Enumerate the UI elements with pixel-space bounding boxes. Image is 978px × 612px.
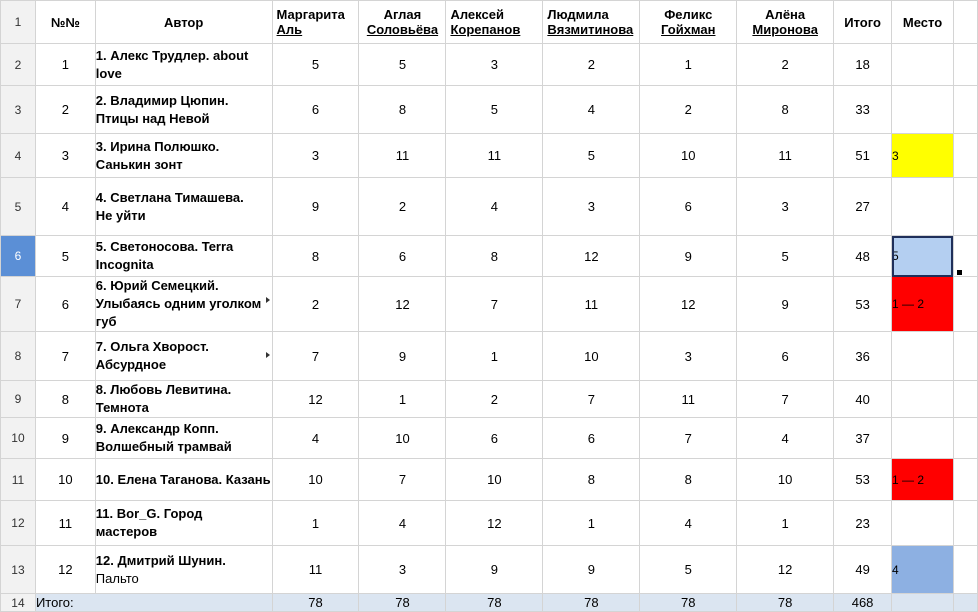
cell-score[interactable]: 1 — [446, 332, 543, 381]
cell-score[interactable]: 6 — [640, 178, 737, 236]
table-row — [1, 381, 978, 418]
author-line: 2. Владимир Цюпин. — [95, 92, 229, 108]
cell-author[interactable] — [95, 459, 272, 501]
empty-cell[interactable] — [953, 44, 977, 86]
author-line: 6. Юрий Семецкий. — [95, 278, 219, 293]
table-row — [1, 459, 978, 501]
cell-score[interactable]: 9 — [272, 178, 359, 236]
column-header-judge — [446, 1, 543, 44]
author-line: Санькин зонт — [95, 156, 183, 172]
cell-place[interactable]: 3 — [892, 134, 954, 178]
cell-num[interactable]: 7 — [35, 332, 95, 381]
cell-score[interactable]: 3 — [446, 44, 543, 86]
cell-score[interactable]: 9 — [543, 546, 640, 594]
empty-cell[interactable] — [953, 178, 977, 236]
author-line: 5. Светоносова. Terra — [95, 239, 234, 254]
cell-num[interactable]: 2 — [35, 86, 95, 134]
cell-author[interactable] — [95, 418, 272, 459]
cell-score[interactable]: 11 — [272, 546, 359, 594]
author-line: 7. Ольга Хворост. — [95, 339, 209, 354]
cell-num[interactable]: 12 — [35, 546, 95, 594]
cell-score[interactable]: 12 — [359, 277, 446, 332]
cell-num[interactable]: 4 — [35, 178, 95, 236]
cell-score[interactable]: 10 — [640, 134, 737, 178]
judge-name-line: Соловьёва — [366, 22, 439, 37]
empty-cell[interactable] — [953, 546, 977, 594]
cell-place[interactable] — [892, 178, 954, 236]
row-header[interactable]: 12 — [1, 501, 36, 546]
row-header[interactable]: 2 — [1, 44, 36, 86]
row-header[interactable]: 9 — [1, 381, 36, 418]
cell-place[interactable]: 1 — 2 — [892, 277, 954, 332]
fill-handle[interactable] — [957, 270, 962, 275]
judge-name-line: Аглая — [383, 7, 422, 22]
cell-author[interactable] — [95, 277, 272, 332]
cell-score[interactable]: 7 — [359, 459, 446, 501]
cell-num[interactable]: 8 — [35, 381, 95, 418]
cell-score[interactable]: 5 — [543, 134, 640, 178]
author-line: губ — [95, 314, 117, 329]
row-header[interactable]: 14 — [1, 594, 36, 612]
cell-score[interactable]: 2 — [359, 178, 446, 236]
table-row — [1, 236, 978, 277]
table-row — [1, 44, 978, 86]
cell-score[interactable]: 2 — [640, 86, 737, 134]
cell-score[interactable]: 1 — [272, 501, 359, 546]
author-line: 4. Светлана Тимашева. — [95, 189, 244, 205]
cell-score[interactable]: 1 — [359, 381, 446, 418]
totals-score[interactable]: 78 — [272, 594, 359, 612]
cell-author[interactable] — [95, 501, 272, 546]
cell-score[interactable]: 2 — [272, 277, 359, 332]
cell-score[interactable]: 2 — [737, 44, 834, 86]
cell-score[interactable]: 1 — [543, 501, 640, 546]
column-header-total: Итого — [834, 1, 892, 44]
row-header[interactable]: 13 — [1, 546, 36, 594]
column-header-judge — [272, 1, 359, 44]
cell-total[interactable]: 53 — [834, 277, 892, 332]
totals-score[interactable]: 78 — [543, 594, 640, 612]
totals-label[interactable]: Итого: — [35, 594, 272, 612]
cell-total[interactable]: 18 — [834, 44, 892, 86]
empty-cell[interactable] — [953, 332, 977, 381]
author-line: 8. Любовь Левитина. — [95, 382, 232, 397]
cell-score[interactable]: 10 — [737, 459, 834, 501]
cell-author[interactable] — [95, 134, 272, 178]
judge-name-line: Корепанов — [450, 22, 521, 37]
column-header-judge — [543, 1, 640, 44]
cell-score[interactable]: 2 — [543, 44, 640, 86]
cell-score[interactable]: 5 — [737, 236, 834, 277]
author-line: 9. Александр Копп. — [95, 421, 219, 436]
cell-score[interactable]: 10 — [272, 459, 359, 501]
cell-score[interactable]: 7 — [543, 381, 640, 418]
cell-author[interactable] — [95, 546, 272, 594]
cell-score[interactable]: 3 — [640, 332, 737, 381]
row-header[interactable]: 10 — [1, 418, 36, 459]
table-row — [1, 546, 978, 594]
cell-score[interactable]: 8 — [272, 236, 359, 277]
cell-place[interactable] — [892, 332, 954, 381]
judge-name-line: Людмила — [547, 7, 609, 22]
judge-name-line: Алексей — [450, 7, 504, 22]
totals-score[interactable]: 78 — [359, 594, 446, 612]
column-header-place: Место — [892, 1, 954, 44]
row-header[interactable]: 6 — [1, 236, 36, 277]
cell-score[interactable]: 6 — [737, 332, 834, 381]
column-header-num: №№ — [35, 1, 95, 44]
cell-place[interactable] — [892, 44, 954, 86]
empty-cell[interactable] — [953, 277, 977, 332]
cell-score[interactable]: 5 — [640, 546, 737, 594]
cell-num[interactable]: 5 — [35, 236, 95, 277]
row-header[interactable]: 5 — [1, 178, 36, 236]
cell-score[interactable]: 9 — [640, 236, 737, 277]
author-line: 11. Bor_G. Город — [95, 506, 203, 521]
cell-num[interactable]: 6 — [35, 277, 95, 332]
row-header[interactable]: 1 — [1, 1, 36, 44]
row-header[interactable]: 4 — [1, 134, 36, 178]
judge-name-line: Алёна — [765, 7, 806, 22]
cell-author[interactable] — [95, 381, 272, 418]
cell-score[interactable]: 6 — [446, 418, 543, 459]
empty-cell[interactable] — [953, 1, 977, 44]
cell-score[interactable]: 5 — [446, 86, 543, 134]
column-header-judge — [359, 1, 446, 44]
cell-score[interactable]: 12 — [737, 546, 834, 594]
author-line: Темнота — [95, 400, 149, 415]
table-row — [1, 277, 978, 332]
cell-num[interactable]: 9 — [35, 418, 95, 459]
cell-score[interactable]: 8 — [359, 86, 446, 134]
empty-cell[interactable] — [953, 459, 977, 501]
cell-score[interactable]: 8 — [543, 459, 640, 501]
row-header[interactable]: 11 — [1, 459, 36, 501]
cell-score[interactable]: 3 — [737, 178, 834, 236]
cell-score[interactable]: 1 — [737, 501, 834, 546]
cell-score[interactable]: 11 — [543, 277, 640, 332]
cell-author[interactable] — [95, 86, 272, 134]
cell-score[interactable]: 6 — [359, 236, 446, 277]
cell-score[interactable]: 7 — [272, 332, 359, 381]
author-line: Incognita — [95, 257, 154, 272]
cell-num[interactable]: 1 — [35, 44, 95, 86]
cell-score[interactable]: 10 — [359, 418, 446, 459]
table-row — [1, 332, 978, 381]
table-row — [1, 134, 978, 178]
cell-total[interactable]: 36 — [834, 332, 892, 381]
cell-score[interactable]: 11 — [446, 134, 543, 178]
cell-score[interactable]: 12 — [272, 381, 359, 418]
table-row — [1, 86, 978, 134]
overflow-arrow-icon — [266, 297, 270, 303]
cell-place[interactable] — [892, 501, 954, 546]
cell-score[interactable]: 4 — [737, 418, 834, 459]
cell-score[interactable]: 12 — [446, 501, 543, 546]
cell-score[interactable]: 3 — [272, 134, 359, 178]
author-line: мастеров — [95, 524, 158, 539]
cell-score[interactable]: 7 — [446, 277, 543, 332]
cell-author[interactable] — [95, 178, 272, 236]
judge-name-line: Гойхман — [661, 22, 716, 37]
cell-score[interactable]: 4 — [446, 178, 543, 236]
cell-score[interactable]: 10 — [446, 459, 543, 501]
cell-total[interactable]: 40 — [834, 381, 892, 418]
cell-total[interactable]: 27 — [834, 178, 892, 236]
author-line: 3. Ирина Полюшко. — [95, 138, 220, 154]
cell-score[interactable]: 8 — [640, 459, 737, 501]
cell-place[interactable] — [892, 381, 954, 418]
cell-score[interactable]: 7 — [737, 381, 834, 418]
cell-score[interactable]: 5 — [272, 44, 359, 86]
empty-cell[interactable] — [953, 418, 977, 459]
row-header[interactable]: 3 — [1, 86, 36, 134]
cell-score[interactable]: 2 — [446, 381, 543, 418]
cell-score[interactable]: 8 — [446, 236, 543, 277]
empty-cell[interactable] — [953, 381, 977, 418]
judge-name-line: Маргарита — [276, 7, 345, 22]
cell-total[interactable]: 23 — [834, 501, 892, 546]
cell-num[interactable]: 11 — [35, 501, 95, 546]
cell-author[interactable] — [95, 332, 272, 381]
cell-score[interactable]: 4 — [543, 86, 640, 134]
author-line: love — [95, 65, 122, 81]
row-header[interactable]: 7 — [1, 277, 36, 332]
judge-name-line: Аль — [276, 22, 303, 37]
cell-score[interactable]: 10 — [543, 332, 640, 381]
cell-place[interactable]: 1 — 2 — [892, 459, 954, 501]
cell-score[interactable]: 11 — [359, 134, 446, 178]
cell-score[interactable]: 9 — [737, 277, 834, 332]
cell-total[interactable]: 51 — [834, 134, 892, 178]
author-line: 1. Алекс Трудлер. about — [95, 47, 249, 63]
cell-author[interactable] — [95, 44, 272, 86]
author-line: Волшебный трамвай — [95, 439, 232, 454]
overflow-arrow-icon — [266, 352, 270, 358]
cell-total[interactable]: 37 — [834, 418, 892, 459]
totals-grand-total[interactable]: 468 — [834, 594, 892, 612]
author-line: Пальто — [95, 570, 139, 586]
totals-score[interactable]: 78 — [640, 594, 737, 612]
cell-place[interactable] — [892, 86, 954, 134]
cell-score[interactable]: 1 — [640, 44, 737, 86]
table-row — [1, 178, 978, 236]
cell-total[interactable]: 53 — [834, 459, 892, 501]
cell-score[interactable]: 3 — [359, 546, 446, 594]
column-header-author: Автор — [95, 1, 272, 44]
cell-score[interactable]: 5 — [359, 44, 446, 86]
cell-score[interactable]: 11 — [737, 134, 834, 178]
cell-score[interactable]: 9 — [359, 332, 446, 381]
table-row — [1, 418, 978, 459]
cell-num[interactable]: 10 — [35, 459, 95, 501]
judge-name-line: Миронова — [752, 22, 818, 37]
totals-score[interactable]: 78 — [446, 594, 543, 612]
column-header-judge — [737, 1, 834, 44]
cell-score[interactable]: 4 — [359, 501, 446, 546]
author-line: Абсурдное — [95, 357, 167, 372]
author-line: Не уйти — [95, 207, 146, 223]
row-header[interactable]: 8 — [1, 332, 36, 381]
cell-score[interactable]: 12 — [640, 277, 737, 332]
column-header-judge — [640, 1, 737, 44]
judge-name-line: Феликс — [664, 7, 713, 22]
empty-cell[interactable] — [953, 501, 977, 546]
empty-cell[interactable] — [953, 86, 977, 134]
cell-total[interactable]: 48 — [834, 236, 892, 277]
author-line: Птицы над Невой — [95, 110, 210, 126]
totals-score[interactable]: 78 — [737, 594, 834, 612]
cell-total[interactable]: 49 — [834, 546, 892, 594]
cell-score[interactable]: 4 — [640, 501, 737, 546]
cell-place[interactable] — [892, 418, 954, 459]
author-line: 12. Дмитрий Шунин. — [95, 552, 226, 568]
cell-score[interactable]: 6 — [543, 418, 640, 459]
judge-name-line: Вязмитинова — [547, 22, 634, 37]
author-line: 10. Елена Таганова. Казань — [95, 471, 271, 487]
cell-score[interactable]: 9 — [446, 546, 543, 594]
cell-score[interactable]: 4 — [272, 418, 359, 459]
cell-num[interactable]: 3 — [35, 134, 95, 178]
empty-cell[interactable] — [953, 134, 977, 178]
cell-total[interactable]: 33 — [834, 86, 892, 134]
table-row — [1, 501, 978, 546]
cell-score[interactable]: 7 — [640, 418, 737, 459]
cell-score[interactable]: 12 — [543, 236, 640, 277]
cell-score[interactable]: 3 — [543, 178, 640, 236]
author-line: Улыбаясь одним уголком — [95, 296, 262, 311]
cell-score[interactable]: 8 — [737, 86, 834, 134]
cell-place[interactable]: 4 — [892, 546, 954, 594]
cell-score[interactable]: 6 — [272, 86, 359, 134]
cell-place[interactable]: 5 — [892, 236, 954, 277]
cell-author[interactable] — [95, 236, 272, 277]
cell-score[interactable]: 11 — [640, 381, 737, 418]
